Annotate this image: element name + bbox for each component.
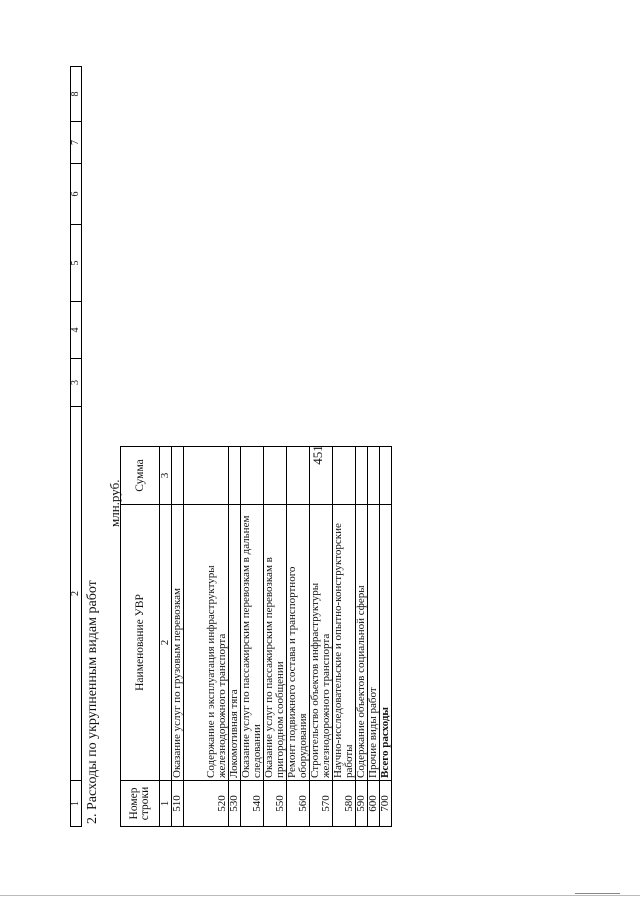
row-sum bbox=[229, 447, 241, 505]
row-code: 520 bbox=[184, 781, 229, 827]
row-code: 510 bbox=[172, 781, 184, 827]
row-code: 540 bbox=[241, 781, 264, 827]
section-title: 2. Расходы по укрупненным видам работ bbox=[85, 580, 100, 824]
index-col-2: 2 bbox=[160, 505, 172, 781]
row-sum bbox=[333, 447, 356, 505]
table-row bbox=[368, 447, 380, 827]
row-code: 560 bbox=[287, 781, 310, 827]
row-code: 590 bbox=[356, 781, 368, 827]
row-name: Всего расходы bbox=[380, 505, 392, 781]
table-row bbox=[333, 447, 356, 827]
table-row bbox=[184, 447, 229, 827]
row-sum bbox=[310, 447, 333, 505]
table-row bbox=[229, 447, 241, 827]
row-sum bbox=[241, 447, 264, 505]
table-row bbox=[264, 447, 287, 827]
unit-label: млн.руб. bbox=[107, 479, 122, 527]
top-col-6: 6 bbox=[71, 164, 82, 225]
row-name: Строительство объектов инфраструктуры железнодорожного транспорта bbox=[310, 505, 333, 781]
row-sum bbox=[368, 447, 380, 505]
row-name: Содержание и эксплуатация инфраструктуры железнодорожного транспорта bbox=[184, 505, 229, 781]
top-col-3: 3 bbox=[71, 359, 82, 407]
index-col-1: 1 bbox=[160, 781, 172, 827]
table-row bbox=[310, 447, 333, 827]
row-name: Оказание услуг по пассажирским перевозкам в пригородном сообщении bbox=[264, 505, 287, 781]
row-name: Ремонт подвижного состава и транспортного оборудования bbox=[287, 505, 310, 781]
row-code: 600 bbox=[368, 781, 380, 827]
row-name: Локомотивная тяга bbox=[229, 505, 241, 781]
row-code: 550 bbox=[264, 781, 287, 827]
top-col-1: 1 bbox=[71, 781, 82, 827]
table-row bbox=[287, 447, 310, 827]
page-edge-line bbox=[0, 895, 640, 896]
row-sum bbox=[264, 447, 287, 505]
row-name: Оказание услуг по пассажирским перевозкам в дальнем следовании bbox=[241, 505, 264, 781]
row-code: 530 bbox=[229, 781, 241, 827]
table-row bbox=[241, 447, 264, 827]
row-code: 580 bbox=[333, 781, 356, 827]
top-col-5: 5 bbox=[71, 225, 82, 302]
row-code: 700 bbox=[380, 781, 392, 827]
top-col-4: 4 bbox=[71, 302, 82, 359]
row-sum bbox=[172, 447, 184, 505]
page-edge-mark bbox=[575, 893, 620, 894]
header-sum: Сумма bbox=[121, 447, 160, 505]
rotated-page-content bbox=[70, 67, 445, 827]
row-sum bbox=[380, 447, 392, 505]
row-name: Оказание услуг по грузовым перевозкам bbox=[172, 505, 184, 781]
table-row-total bbox=[380, 447, 392, 827]
top-col-7: 7 bbox=[71, 122, 82, 164]
row-name: Прочие виды работ bbox=[368, 505, 380, 781]
row-sum bbox=[287, 447, 310, 505]
row-name: Содержание объектов социальной сферы bbox=[356, 505, 368, 781]
top-col-8: 8 bbox=[71, 67, 82, 122]
header-name: Наименование УВР bbox=[121, 505, 160, 781]
top-col-2: 2 bbox=[71, 407, 82, 781]
continuation-table-header bbox=[70, 66, 82, 827]
table-row bbox=[356, 447, 368, 827]
table-row bbox=[172, 447, 184, 827]
header-row-number: Номер строки bbox=[121, 781, 160, 827]
row-sum bbox=[356, 447, 368, 505]
row-sum bbox=[184, 447, 229, 505]
index-col-3: 3 bbox=[160, 447, 172, 505]
row-code: 570 bbox=[310, 781, 333, 827]
row-name: Научно-исследовательские и опытно-конструкторские работы bbox=[333, 505, 356, 781]
page-number: 451 bbox=[310, 445, 325, 465]
expenses-table bbox=[120, 446, 392, 827]
